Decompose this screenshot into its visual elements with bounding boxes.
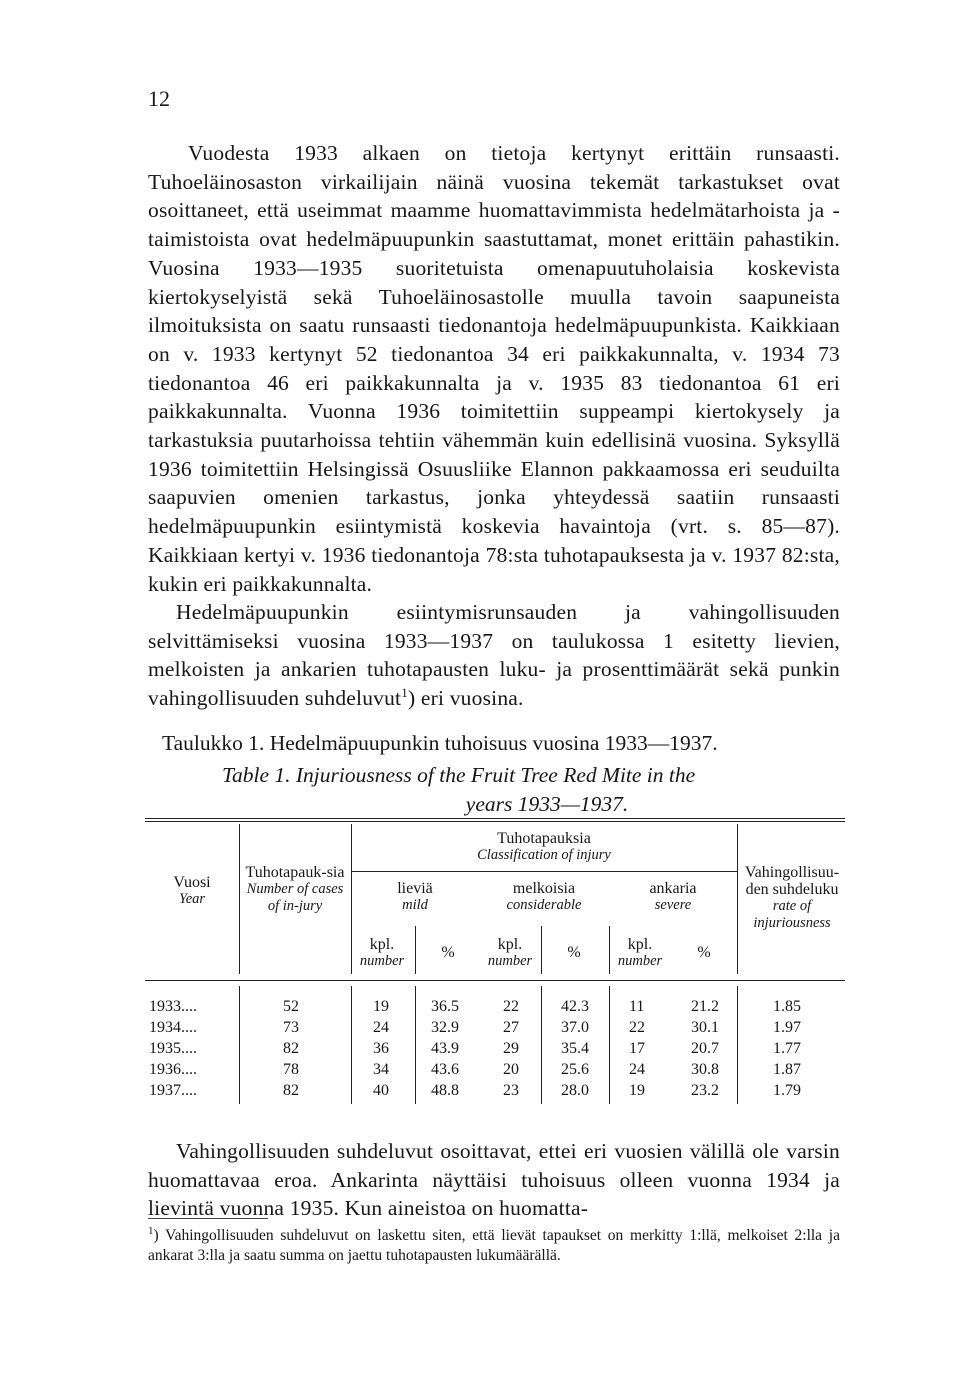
header-year <box>145 874 239 908</box>
cell-mild-number: 19 <box>373 998 389 1015</box>
subheader-considerable-number <box>479 936 541 970</box>
cell-severe-percent: 21.2 <box>691 998 719 1015</box>
cell-considerable-percent: 42.3 <box>561 998 589 1015</box>
cell-cases: 82 <box>283 1040 299 1057</box>
header-considerable <box>479 880 609 914</box>
header-severe <box>609 880 737 914</box>
cell-cases: 78 <box>283 1061 299 1078</box>
paragraph-2-text: Hedelmäpuupunkin esiintymisrunsauden ja vahingollisuuden selvittämiseksi vuosina 1933—1937 on taulukossa 1 esitetty lievien, melkoisten ja ankarien tuhotapausten luku- ja prosenttimäärät sekä punkin vahingollisuuden suhdeluvut <box>148 600 840 711</box>
paragraph-3: Vahingollisuuden suhdeluvut osoittavat, ettei eri vuosien välillä ole varsin huomattavaa eroa. Ankarinta näyttäisi tuhoisuus olleen vuonna 1934 ja lievintä vuonna 1935. Kun aineistoa on huomatta- <box>148 1139 840 1221</box>
cell-severe-percent: 23.2 <box>691 1082 719 1099</box>
table-row <box>145 1019 845 1040</box>
subheader-mild-number <box>351 936 413 970</box>
footnote-text: ) Vahingollisuuden suhdeluvut on laskettu siten, että lievät tapaukset on merkitty 1:llä, melkoiset 2:lla ja ankarat 3:lla ja saatu summa on jaettu tuhotapausten lukumäärällä. <box>148 1227 840 1264</box>
header-considerable-fi: melkoisia <box>512 880 576 897</box>
cell-mild-percent: 36.5 <box>431 998 459 1015</box>
cell-mild-percent: 48.8 <box>431 1082 459 1099</box>
cell-severe-number: 19 <box>629 1082 645 1099</box>
cell-rate: 1.85 <box>773 998 801 1015</box>
cell-year: 1934.... <box>149 1019 197 1036</box>
cell-mild-percent: 43.6 <box>431 1061 459 1078</box>
header-severe-en: severe <box>654 897 692 913</box>
header-cases-en: Number of cases of in-jury <box>246 881 344 914</box>
header-rate-en: rate of injuriousness <box>753 898 831 931</box>
header-year-fi: Vuosi <box>173 874 211 891</box>
table-row <box>145 1061 845 1082</box>
cell-considerable-number: 23 <box>503 1082 519 1099</box>
header-considerable-en: considerable <box>506 897 582 913</box>
subheader-severe-percent: % <box>697 944 711 961</box>
table-caption-english <box>222 761 782 819</box>
table-top-rule-double <box>145 821 845 822</box>
cell-mild-number: 36 <box>373 1040 389 1057</box>
cell-considerable-percent: 25.6 <box>561 1061 589 1078</box>
cell-severe-percent: 30.1 <box>691 1019 719 1036</box>
table-top-rule <box>145 818 845 819</box>
column-rule <box>415 926 416 974</box>
table-caption-finnish: Taulukko 1. Hedelmäpuupunkin tuhoisuus vuosina 1933—1937. <box>162 731 718 755</box>
subheader-number: number <box>359 953 405 969</box>
footnote-reference: 1 <box>401 684 408 700</box>
header-classification-fi: Tuhotapauksia <box>497 830 591 847</box>
cell-mild-number: 24 <box>373 1019 389 1036</box>
subheader-mild-percent: % <box>441 944 455 961</box>
classification-rule <box>351 871 737 872</box>
footnote-mark: 1 <box>148 1225 154 1237</box>
cell-year: 1936.... <box>149 1061 197 1078</box>
paragraph-1: Vuodesta 1933 alkaen on tietoja kertynyt erittäin runsaasti. Tuhoeläinosaston virkailijain näinä vuosina tekemät tarkastukset ovat osoittaneet, että useimmat maamme huomattavimmista hedelmätarhoista ja -taimistoista ovat hedelmäpuupunkin saastuttamat, monet erittäin pahastikin. Vuosina 1933—1935 suoritetuista omenapuutuholaisia koskevista kiertokyselyistä sekä Tuhoeläinosastolle muulla tavoin saapuneista ilmoituksista on saatu runsaasti tiedonantoja hedelmäpuupunkista. Kaikkiaan on v. 1933 kertynyt 52 tiedonantoa 34 eri paikkakunnalta, v. 1934 73 tiedonantoa 46 eri paikkakunnalta ja v. 1935 83 tiedonantoa 61 eri paikkakunnalta. Vuonna 1936 toimitettiin suppeampi kiertokysely ja tarkastuksia puutarhoissa tehtiin vähemmän kuin edellisinä vuosina. Syksyllä 1936 toimitettiin Helsingissä Osuusliike Elannon pakkaamossa eri seuduilta saapuvien omenien tarkastus, jonka yhteydessä saatiin runsaasti hedelmäpuupunkin esiintymistä koskevia havaintoja (vrt. s. 85—87). Kaikkiaan kertyi v. 1936 tiedonantoja 78:sta tuhotapauksesta ja v. 1937 82:sta, kukin eri paikkakunnalta. <box>148 141 840 596</box>
table-header-rule <box>145 980 845 981</box>
footnote-divider <box>148 1218 268 1219</box>
cell-severe-number: 22 <box>629 1019 645 1036</box>
cell-severe-percent: 20.7 <box>691 1040 719 1057</box>
data-table <box>145 818 845 1128</box>
header-classification-en: Classification of injury <box>477 847 611 863</box>
cell-cases: 73 <box>283 1019 299 1036</box>
cell-rate: 1.87 <box>773 1061 801 1078</box>
cell-mild-percent: 32.9 <box>431 1019 459 1036</box>
cell-mild-number: 40 <box>373 1082 389 1099</box>
table-caption-english-line2: years 1933—1937. <box>465 792 629 816</box>
header-severe-fi: ankaria <box>649 880 697 897</box>
header-rate-fi: Vahingollisuu-den suhdeluku <box>744 864 840 898</box>
cell-considerable-number: 22 <box>503 998 519 1015</box>
cell-severe-number: 11 <box>629 998 645 1015</box>
table-row <box>145 1040 845 1061</box>
header-rate <box>739 864 845 932</box>
subheader-kpl: kpl. <box>627 936 653 953</box>
subheader-severe-number <box>609 936 671 970</box>
paragraph-2-end: ) eri vuosina. <box>407 686 524 711</box>
cell-considerable-percent: 28.0 <box>561 1082 589 1099</box>
subheader-kpl: kpl. <box>369 936 395 953</box>
cell-cases: 52 <box>283 998 299 1015</box>
cell-rate: 1.77 <box>773 1040 801 1057</box>
table-body <box>145 998 845 1103</box>
header-mild-en: mild <box>402 897 428 913</box>
cell-rate: 1.97 <box>773 1019 801 1036</box>
column-rule <box>737 824 738 974</box>
header-classification <box>351 830 737 864</box>
cell-year: 1935.... <box>149 1040 197 1057</box>
cell-rate: 1.79 <box>773 1082 801 1099</box>
header-cases <box>243 864 347 915</box>
cell-severe-number: 17 <box>629 1040 645 1057</box>
cell-considerable-percent: 35.4 <box>561 1040 589 1057</box>
subheader-considerable-percent: % <box>567 944 581 961</box>
paragraph-2 <box>148 598 840 713</box>
subheader-number: number <box>617 953 663 969</box>
header-mild-fi: lieviä <box>397 880 433 897</box>
cell-severe-percent: 30.8 <box>691 1061 719 1078</box>
table-caption-english-line1: Table 1. Injuriousness of the Fruit Tree Red Mite in the <box>222 763 696 787</box>
cell-considerable-percent: 37.0 <box>561 1019 589 1036</box>
cell-year: 1933.... <box>149 998 197 1015</box>
table-row <box>145 1082 845 1103</box>
subheader-kpl: kpl. <box>497 936 523 953</box>
cell-cases: 82 <box>283 1082 299 1099</box>
cell-mild-number: 34 <box>373 1061 389 1078</box>
column-rule <box>239 824 240 974</box>
cell-considerable-number: 29 <box>503 1040 519 1057</box>
page-number: 12 <box>148 86 170 111</box>
column-rule <box>541 926 542 974</box>
header-mild <box>351 880 479 914</box>
header-year-en: Year <box>178 891 206 907</box>
cell-year: 1937.... <box>149 1082 197 1099</box>
header-cases-fi: Tuhotapauk-sia <box>245 864 345 881</box>
footnote <box>148 1222 840 1265</box>
cell-considerable-number: 27 <box>503 1019 519 1036</box>
table-row <box>145 998 845 1019</box>
subheader-number: number <box>487 953 533 969</box>
cell-severe-number: 24 <box>629 1061 645 1078</box>
cell-considerable-number: 20 <box>503 1061 519 1078</box>
cell-mild-percent: 43.9 <box>431 1040 459 1057</box>
